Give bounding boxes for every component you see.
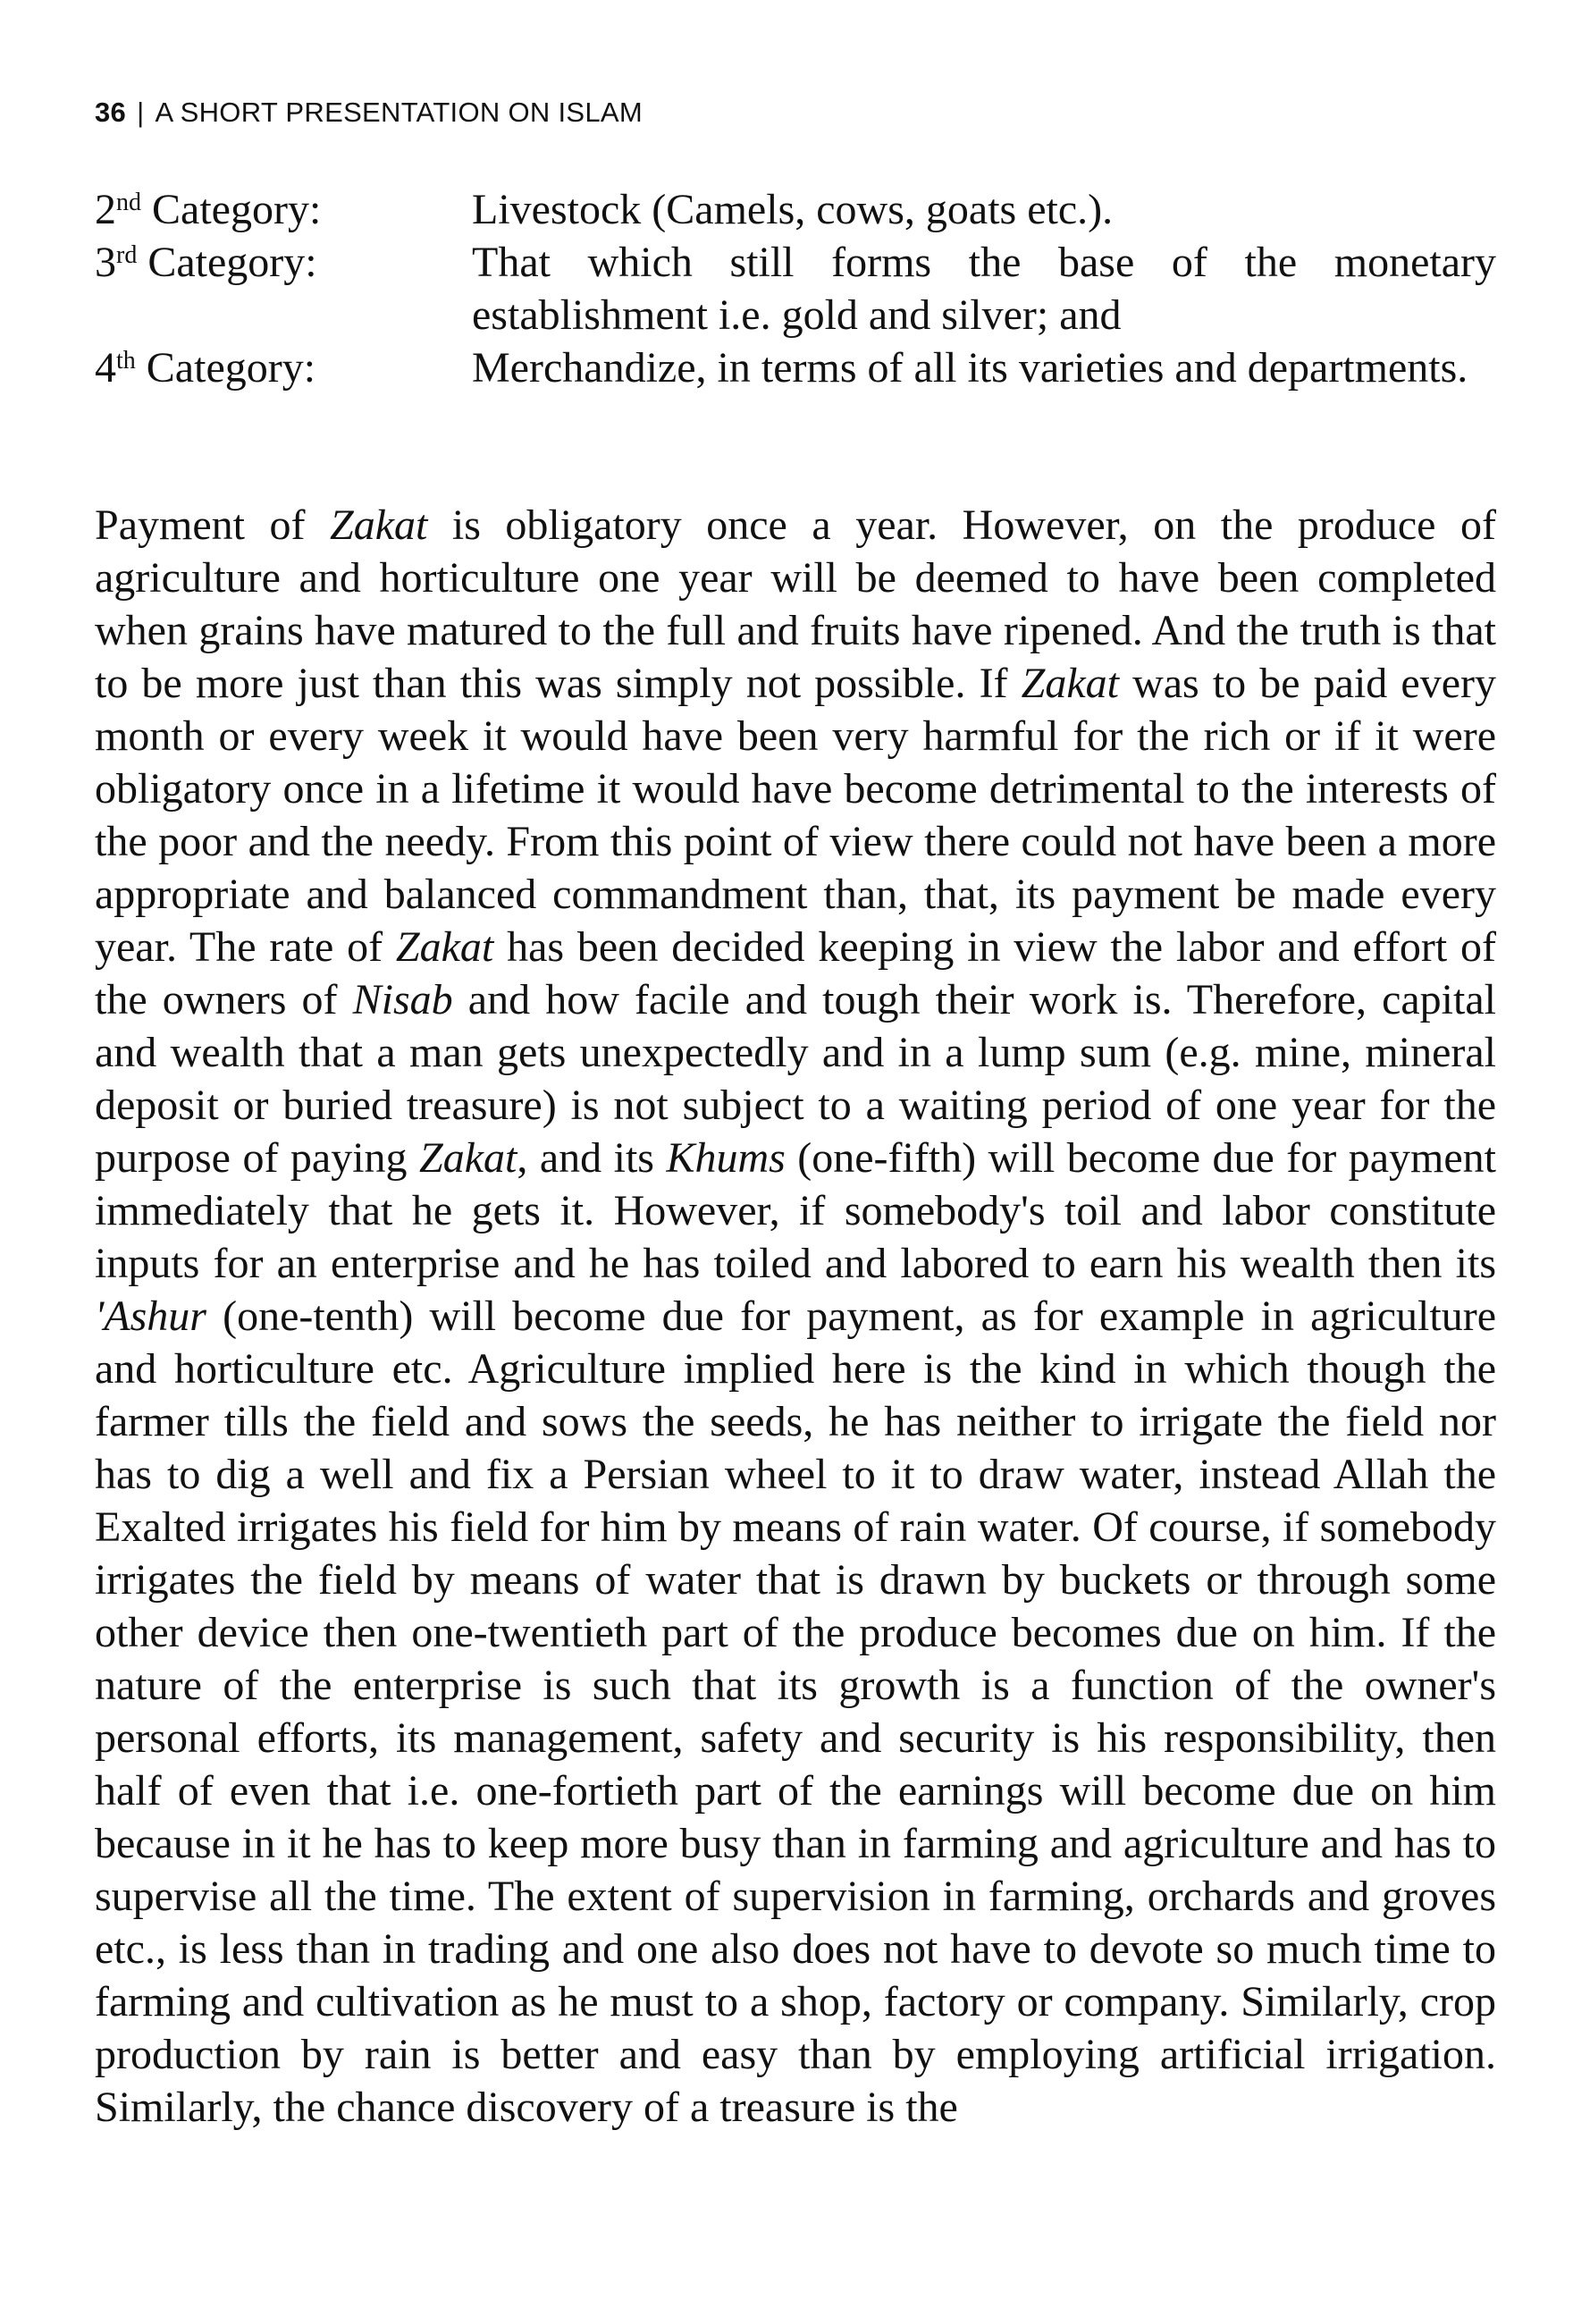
category-description: Merchandize, in terms of all its varieties and departments. bbox=[472, 344, 1468, 392]
category-label: 4th Category: bbox=[95, 344, 316, 392]
book-title: A SHORT PRESENTATION ON ISLAM bbox=[155, 97, 644, 128]
page-number: 36 bbox=[95, 97, 127, 128]
category-description: That which still forms the base of the monetary establishment i.e. gold and silver; and bbox=[472, 239, 1496, 339]
body-paragraph: Payment of Zakat is obligatory once a year. However, on the produce of agriculture and horticulture one year will be deemed to have been completed when grains have matured to the full and fruits have ripened. And the truth is that to be more just than this was simply not possible. If Zakat was to be paid every month or every week it would have been very harmful for the rich or if it were obligatory once in a lifetime it would have become detrimental to the interests of the poor and the needy. From this point of view there could not have been a more appropriate and balanced commandment than, that, its payment be made every year. The rate of Zakat has been decided keeping in view the labor and effort of the owners of Nisab and how facile and tough their work is. Therefore, capital and wealth that a man gets unexpectedly and in a lump sum (e.g. mine, mineral deposit or buried treasure) is not subject to a waiting period of one year for the purpose of paying Zakat, and its Khums (one-fifth) will become due for payment immediately that he gets it. However, if somebody's toil and labor constitute inputs for an enterprise and he has toiled and labored to earn his wealth then its 'Ashur (one-tenth) will become due for payment, as for example in agriculture and horticulture etc. Agriculture implied here is the kind in which though the farmer tills the field and sows the seeds, he has neither to irrigate the field nor has to dig a well and fix a Persian wheel to it to draw water, instead Allah the Exalted irrigates his field for him by means of rain water. Of course, if somebody irrigates the field by means of water that is drawn by buckets or through some other device then one-twentieth part of the produce becomes due on him. If the nature of the enterprise is such that its growth is a function of the owner's personal efforts, its management, safety and security is his responsibility, then half of even that i.e. one-fortieth part of the earnings will become due on him because in it he has to keep more busy than in farming and agriculture and has to supervise all the time. The extent of supervision in farming, orchards and groves etc., is less than in trading and one also does not have to devote so much time to farming and cultivation as he must to a shop, factory or company. Similarly, crop production by rain is better and easy than by employing artificial irrigation. Similarly, the chance discovery of a treasure is the bbox=[95, 501, 1497, 2131]
term-zakat: Zakat bbox=[419, 1134, 517, 1182]
running-header bbox=[95, 97, 643, 129]
category-label: 3rd Category: bbox=[95, 239, 317, 286]
category-description: Livestock (Camels, cows, goats etc.). bbox=[472, 186, 1114, 233]
term-zakat: Zakat bbox=[395, 923, 494, 971]
term-zakat: Zakat bbox=[1021, 660, 1119, 707]
category-row bbox=[95, 341, 1496, 394]
category-label: 2nd Category: bbox=[95, 186, 322, 233]
term-ashur: 'Ashur bbox=[95, 1293, 206, 1340]
zakat-categories-list bbox=[95, 183, 1496, 394]
header-separator: | bbox=[137, 97, 145, 128]
category-row bbox=[95, 236, 1496, 341]
category-row bbox=[95, 183, 1496, 236]
term-nisab: Nisab bbox=[352, 976, 453, 1023]
term-khums: Khums bbox=[666, 1134, 786, 1182]
term-zakat: Zakat bbox=[330, 501, 428, 549]
